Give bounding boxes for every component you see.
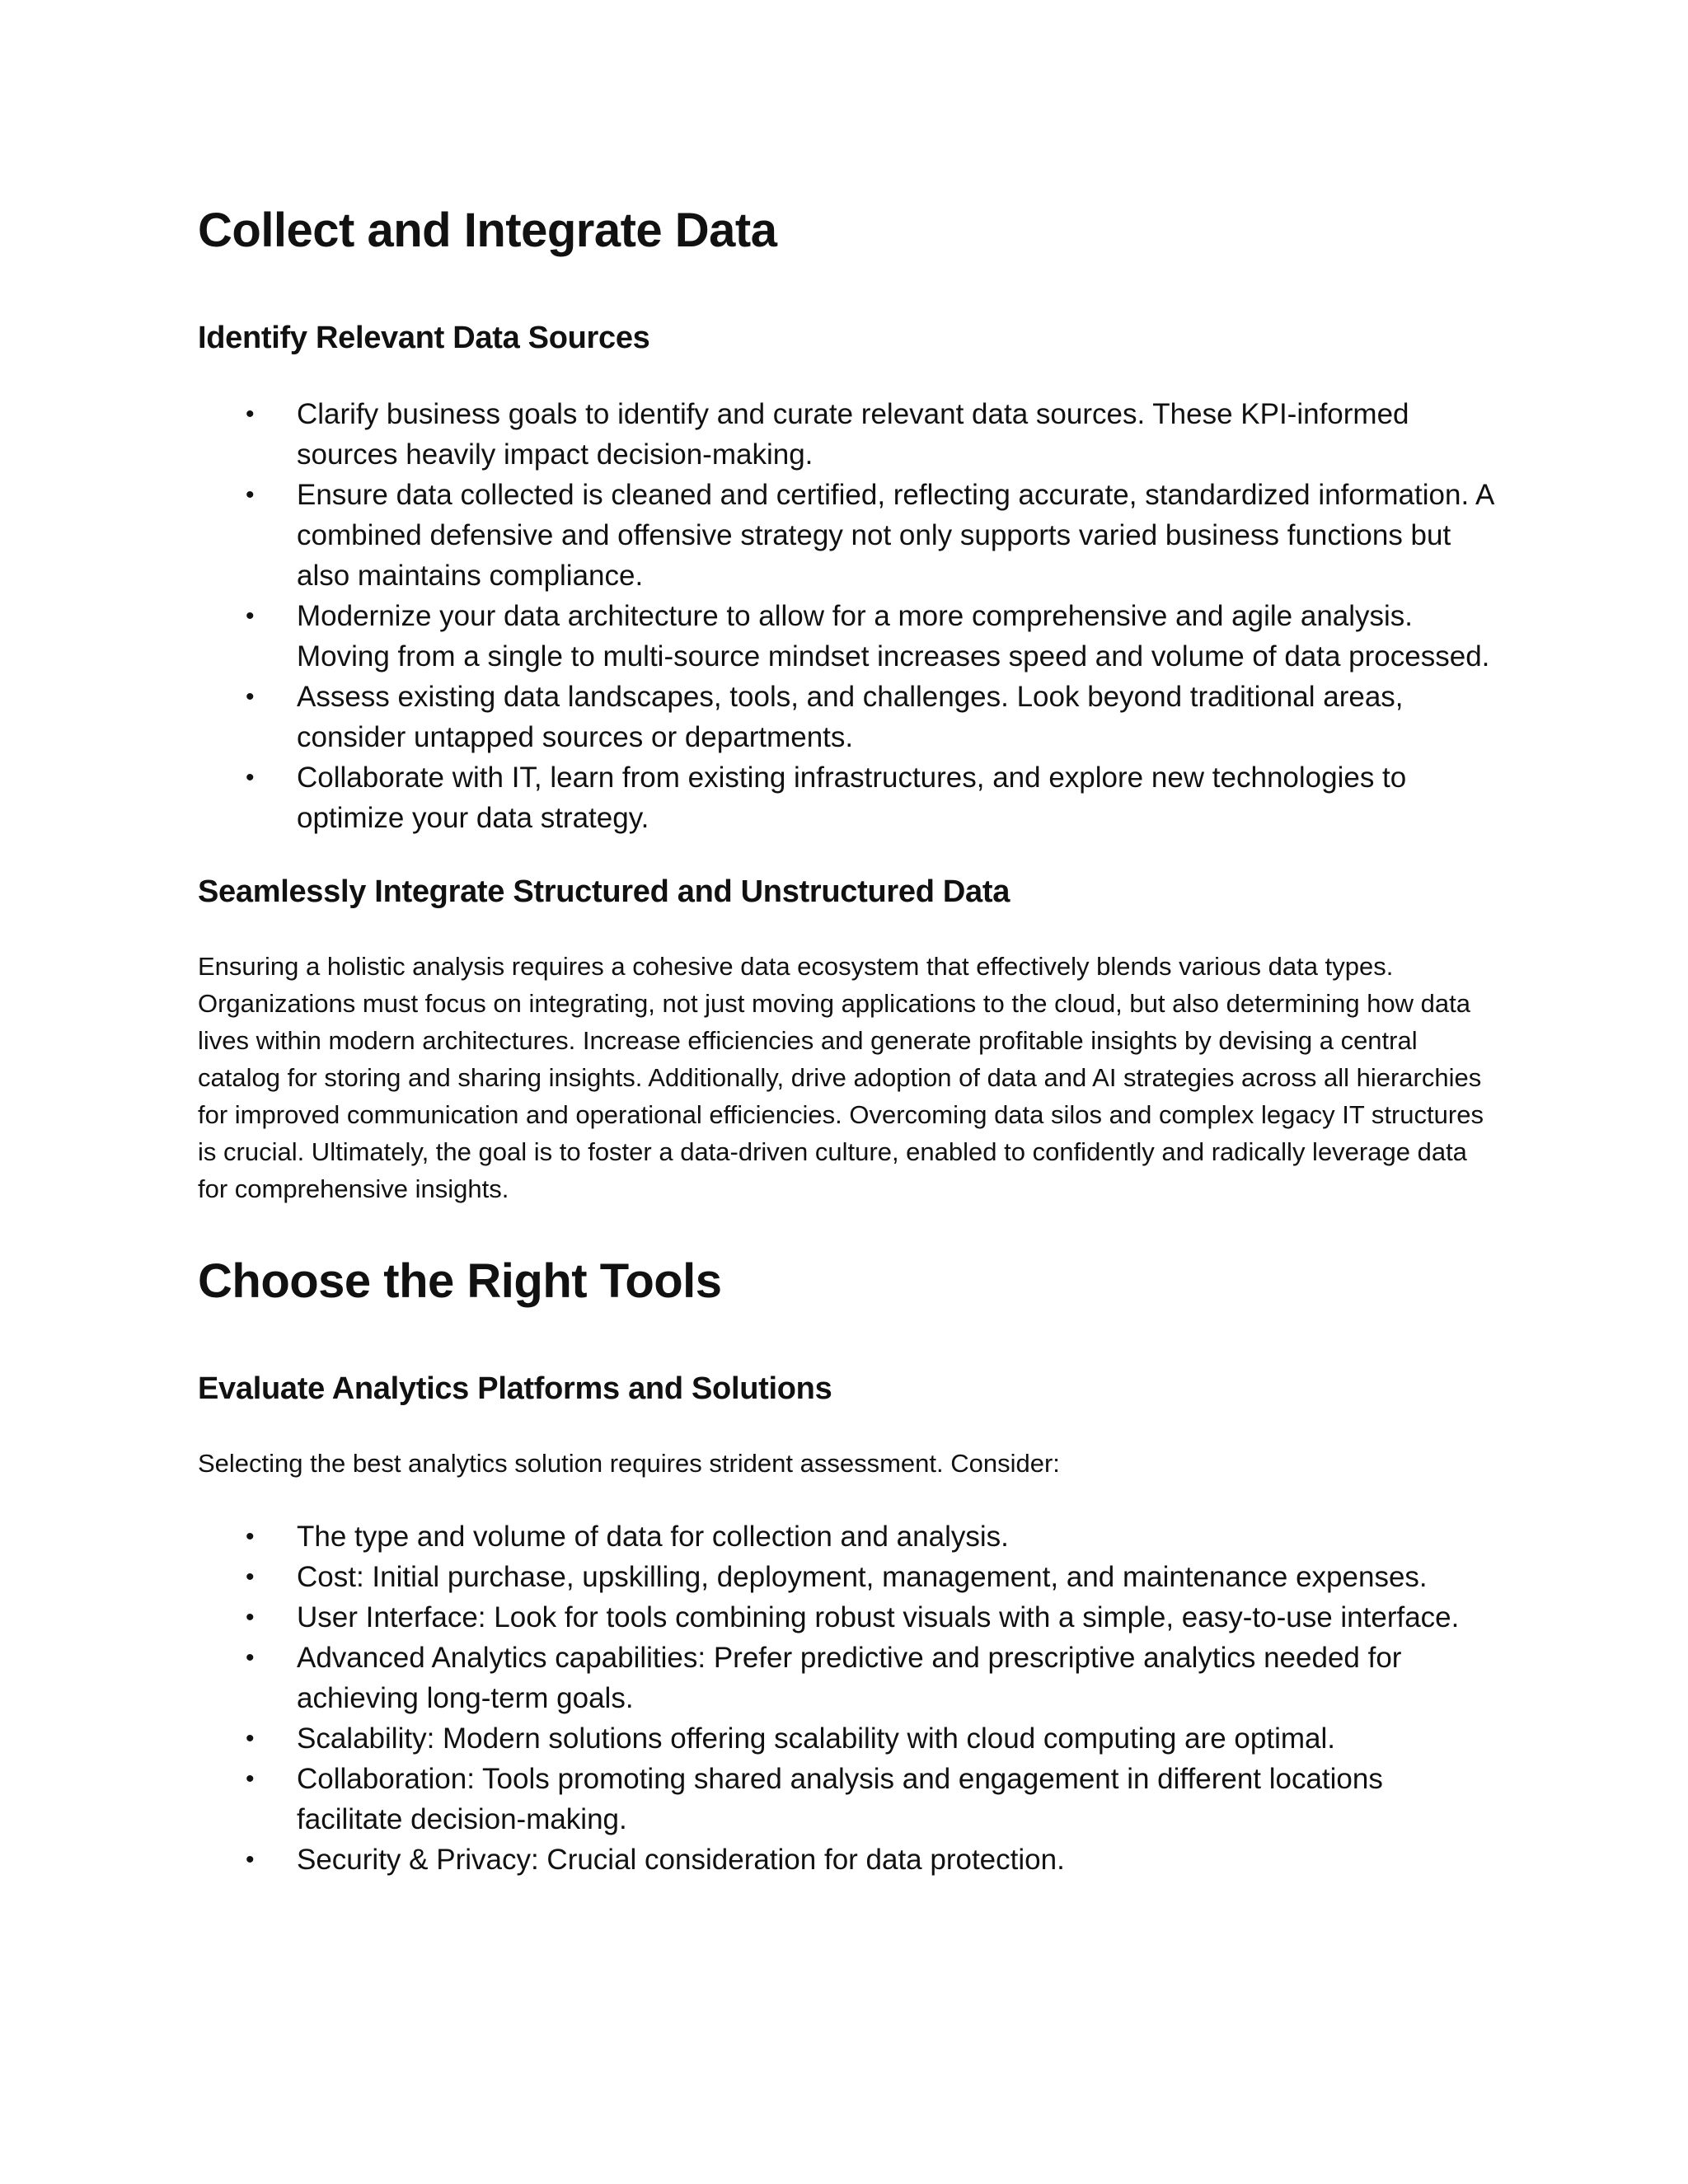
bullet-icon: • <box>246 481 255 509</box>
list-item-text: Collaborate with IT, learn from existing infrastructures, and explore new technologies to optimize your data strategy. <box>297 762 1407 834</box>
list-item-text: Collaboration: Tools promoting shared analysis and engagement in different locations facilitate decision-making. <box>297 1763 1383 1835</box>
subsection-heading-integrate-data: Seamlessly Integrate Structured and Unstructured Data <box>198 874 1010 909</box>
bullet-icon: • <box>246 602 255 630</box>
bullet-icon: • <box>246 401 255 428</box>
subsection-heading-identify-sources: Identify Relevant Data Sources <box>198 321 650 355</box>
bullet-icon: • <box>246 1644 255 1671</box>
bullet-icon: • <box>246 1523 255 1550</box>
list-item <box>198 1557 1496 1597</box>
list-item-text: User Interface: Look for tools combining robust visuals with a simple, easy-to-use interface. <box>297 1601 1460 1633</box>
list-item <box>198 475 1496 596</box>
bullet-icon: • <box>246 1846 255 1873</box>
bullet-icon: • <box>246 764 255 791</box>
bullet-icon: • <box>246 683 255 710</box>
section-heading-choose-tools: Choose the Right Tools <box>198 1254 722 1308</box>
list-item <box>198 1718 1496 1759</box>
evaluate-criteria-list <box>198 1516 1496 1880</box>
list-item <box>198 1516 1496 1557</box>
integrate-data-paragraph: Ensuring a holistic analysis requires a cohesive data ecosystem that effectively blends various data types. Organizations must focus on integrating, not just moving applications to the cloud, but also determining how data lives within modern architectures. Increase efficiencies and generate profitable insights by devising a central catalog for storing and sharing insights. Additionally, drive adoption of data and AI strategies across all hierarchies for improved communication and operational efficiencies. Overcoming data silos and complex legacy IT structures is crucial. Ultimately, the goal is to foster a data-driven culture, enabled to confidently and radically leverage data for comprehensive insights. <box>198 952 1484 1203</box>
list-item <box>198 596 1496 677</box>
list-item-text: Cost: Initial purchase, upskilling, deployment, management, and maintenance expenses. <box>297 1561 1428 1593</box>
list-item <box>198 1638 1496 1718</box>
list-item-text: Advanced Analytics capabilities: Prefer predictive and prescriptive analytics needed for achieving long-term goals. <box>297 1642 1402 1714</box>
bullet-icon: • <box>246 1765 255 1793</box>
list-item <box>198 1840 1496 1880</box>
list-item-text: Scalability: Modern solutions offering scalability with cloud computing are optimal. <box>297 1722 1335 1755</box>
list-item <box>198 394 1496 475</box>
section-heading-collect-integrate: Collect and Integrate Data <box>198 204 777 257</box>
bullet-icon: • <box>246 1604 255 1631</box>
evaluate-intro-paragraph: Selecting the best analytics solution requires strident assessment. Consider: <box>198 1449 1060 1478</box>
list-item <box>198 1759 1496 1840</box>
subsection-heading-evaluate-platforms: Evaluate Analytics Platforms and Solutions <box>198 1371 832 1406</box>
list-item <box>198 677 1496 757</box>
list-item-text: Modernize your data architecture to allow for a more comprehensive and agile analysis. Moving from a single to multi-source mindset increases speed and volume of data processed. <box>297 600 1490 673</box>
list-item <box>198 757 1496 838</box>
list-item <box>198 1597 1496 1638</box>
bullet-icon: • <box>246 1725 255 1752</box>
identify-sources-list <box>198 394 1496 838</box>
list-item-text: Security & Privacy: Crucial consideration for data protection. <box>297 1844 1065 1876</box>
list-item-text: Ensure data collected is cleaned and certified, reflecting accurate, standardized information. A combined defensive and offensive strategy not only supports varied business functions but also maintains compliance. <box>297 479 1493 592</box>
bullet-icon: • <box>246 1563 255 1591</box>
document-page <box>198 194 1496 1880</box>
list-item-text: The type and volume of data for collection and analysis. <box>297 1521 1009 1553</box>
list-item-text: Assess existing data landscapes, tools, and challenges. Look beyond traditional areas, consider untapped sources or departments. <box>297 681 1404 753</box>
list-item-text: Clarify business goals to identify and curate relevant data sources. These KPI-informed sources heavily impact decision-making. <box>297 398 1409 471</box>
